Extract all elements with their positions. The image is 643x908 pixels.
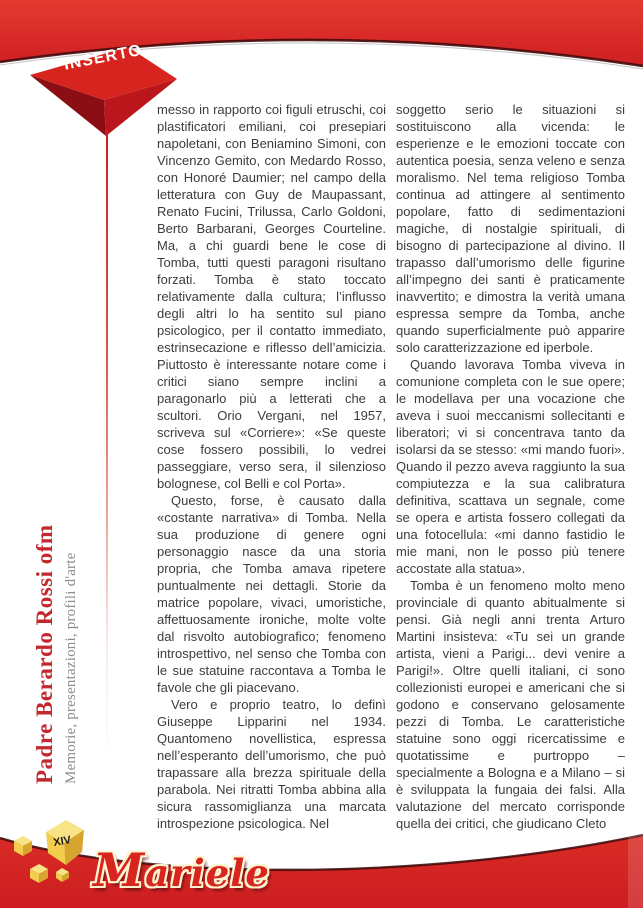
paragraph: Questo, forse, è causato dalla «costante narrativa» di Tomba. Nella sua produzione di genere ogni personaggio nasce da una storia propria, che Tomba amava ripetere puntualmente nei dettagli. Storie da matrice popolare, vivaci, umoristiche, affettuosamente ironiche, molte volte dal risvolto autobiografico; fenomeno introspettivo, nel senso che Tomba con le sue statuine raccontava a Tomba le favole che gli piacevano. (157, 493, 386, 695)
page-number: XIV (52, 834, 72, 849)
cube-icon (56, 868, 69, 882)
paragraph: Quando lavorava Tomba viveva in comunione completa con le sue opere; le modellava per una vocazione che aveva i suoi meccanismi sollecitanti e liberatori; vi si concentrava tanto da isolarsi da se stesso: «mi mando fuori». Quando il pezzo aveva raggiunto la sua compiutezza e la sua calibratura definitiva, scattava un segnale, come se opera e artista fossero collegati da una fotocellula: «mi danno fastidio le mie mani, non le posso più tenere accostate alla statua». (396, 357, 625, 576)
mariele-logo: Mariele (93, 843, 270, 897)
paragraph: soggetto serio le situazioni si sostituiscono alla vicenda: le esperienze e le emozioni toccate con autentica poesia, senza veleno e senza moralismo. Nel tema religioso Tomba continua ad attingere al sentimento popolare, fatto di sedimentazioni magiche, di nostalgie spirituali, di bisogno di partecipazione al divino. Il trapasso dall’umorismo delle figurine all’impegno dei santi è praticamente inavvertito; e dimostra la verità umana espressa sempre da Tomba, anche quando superficialmente può apparire solo caratterizzazione ed iperbole. (396, 102, 625, 355)
vertical-divider-line (106, 130, 108, 762)
page-number-cubes (8, 816, 103, 894)
cube-icon (14, 836, 32, 856)
paragraph: Tomba è un fenomeno molto meno provinciale di quanto abitualmente si pensi. Già negli anni trenta Arturo Martini insisteva: «Tu sei un grande artista, vieni a Parigi... devi venire a Parigi!». Oltre quelli italiani, ci sono collezionisti europei e americani che si godono e conservano gelosamente pezzi di Tomba. Le caratteristiche statuine sono oggi ricercatissime e quotatissime e purtroppo – specialmente a Bologna e a Milano – si è sviluppata la fungaia dei falsi. Alla valutazione del mercato corrisponde quella dei critici, che giudicano Cleto (396, 578, 625, 831)
inserto-label: INSERTO (62, 41, 144, 74)
article-column-right (396, 101, 625, 832)
sidebar-subtitle: Memorie, presentazioni, profili d'arte (63, 552, 79, 784)
paragraph: Vero e proprio teatro, lo definì Giuseppe Lipparini nel 1934. Quantomeno novellistica, espressa nell’esperanto dell’umorismo, che può trapassare alla brezza spirituale della parabola. Nei ritratti Tomba abbina alla sicura rassomiglianza una marcata introspezione psicologica. Nel (157, 697, 386, 831)
paragraph: messo in rapporto coi figuli etruschi, coi plastificatori emiliani, coi presepiari napoletani, con Beniamino Simoni, con Vincenzo Gemito, con Medardo Rosso, con Honoré Daumier; nel campo della letteratura con Guy de Maupassant, Renato Fucini, Trilussa, Carlo Goldoni, Berto Barbarani, Georges Courteline. Ma, a chi guardi bene le cose di Tomba, tutti questi paragoni risultano forzati. Tomba è stato toccato relativamente dalla cultura; l’influsso degli altri lo ha sentito sul piano psicologico, per il contatto immediato, estrinsecazione e riflesso dell’amicizia. Piuttosto è interessante notare come i critici siano sempre inclini a paragonarlo più a letterati che a scultori. Orio Vergani, nel 1957, scriveva sul «Corriere»: «Se queste cose fossero possibili, lo vedrei passeggiare, verso sera, il silenzioso bolognese, col Belli e col Porta». (157, 102, 386, 491)
article-body (157, 101, 626, 832)
cube-icon (30, 864, 48, 883)
cube-icon (46, 820, 84, 865)
article-column-left (157, 101, 386, 832)
sidebar-author: Padre Berardo Rossi ofm (32, 524, 57, 784)
